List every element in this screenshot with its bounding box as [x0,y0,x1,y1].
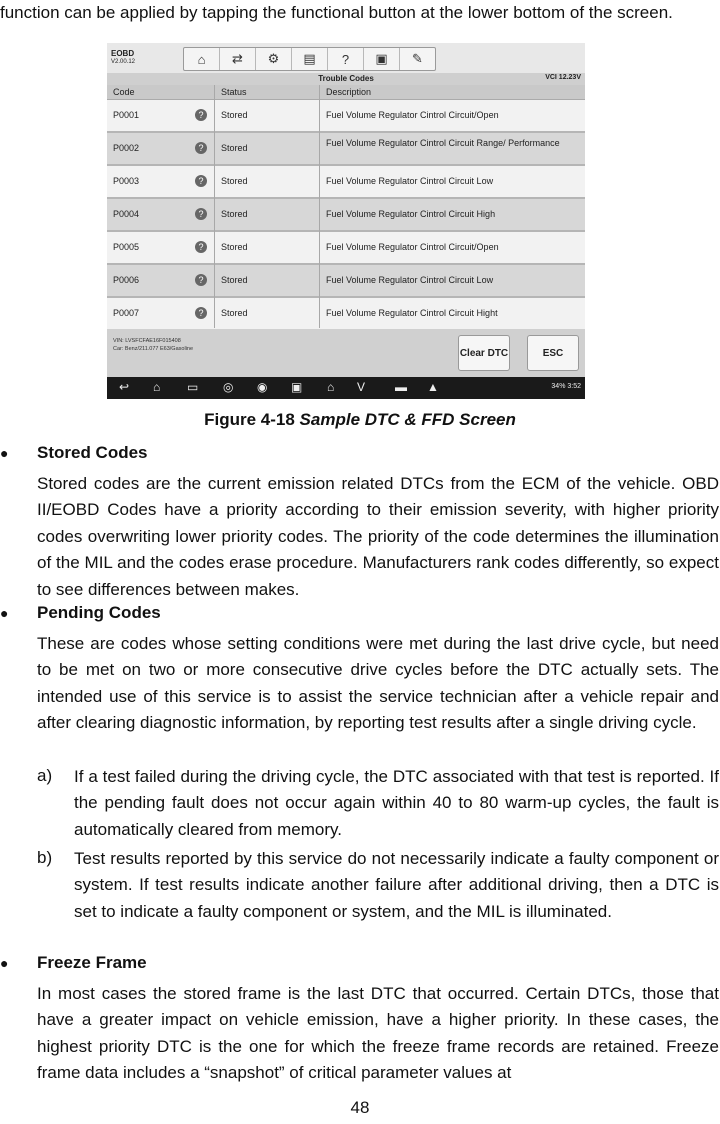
page-number: 48 [350,1098,370,1117]
table-row[interactable]: P0004 ? Stored Fuel Volume Regulator Cintrol Circuit High [107,199,585,232]
help-icon[interactable]: ? [195,307,207,319]
help-icon[interactable]: ? [195,241,207,253]
help-icon[interactable]: ? [195,208,207,220]
table-header [107,85,585,100]
heading-freeze-frame: Freeze Frame [37,953,147,972]
camera-icon[interactable]: ◉ [257,380,268,394]
column-code: Code [113,87,135,97]
android-nav-bar [107,377,585,399]
shop-icon[interactable]: ▲ [427,380,439,394]
settings-icon[interactable]: ⚙ [256,48,292,70]
column-status: Status [221,87,247,97]
heading-stored-codes: Stored Codes [37,443,148,462]
help-icon[interactable]: ? [328,48,364,70]
table-row[interactable]: P0001 ? Stored Fuel Volume Regulator Cintrol Circuit/Open [107,100,585,133]
vehicle-swap-icon[interactable]: ⇄ [220,48,256,70]
item-b-text: Test results reported by this service do not necessarily indicate a faulty component or system. If test results indicate another failure after additional driving, then a DTC is set to indicate a faulty component or system, and the MIL is illuminated. [74,849,719,921]
screen-title: Trouble Codes [318,74,374,83]
toolbar-buttons [183,47,436,71]
column-description: Description [326,87,372,97]
back-icon[interactable]: ↩ [119,380,130,394]
table-row[interactable]: P0003 ? Stored Fuel Volume Regulator Cintrol Circuit Low [107,166,585,199]
heading-pending-codes: Pending Codes [37,603,161,622]
home-icon[interactable]: ⌂ [184,48,220,70]
table-row[interactable]: P0005 ? Stored Fuel Volume Regulator Cintrol Circuit/Open [107,232,585,265]
intro-paragraph: function can be applied by tapping the functional button at the lower bottom of the screen. [0,3,673,22]
esc-button[interactable]: ESC [527,335,579,371]
vci-icon[interactable]: V [357,380,366,394]
dtc-screenshot [107,43,585,399]
vehicle-info: VIN: LVSFCFAE16F015408 Car: Benz/211.077 E63/Gasoline [113,338,194,352]
car-icon[interactable]: ▬ [395,380,407,394]
figure-caption: Figure 4-18 Sample DTC & FFD Screen [204,410,516,429]
save-icon[interactable]: ▣ [364,48,400,70]
help-icon[interactable]: ? [195,175,207,187]
footer-bar [107,329,585,377]
recent-apps-icon[interactable]: ▭ [187,380,199,394]
app-version: V2.00.12 [111,59,136,65]
bullet-icon: ● [0,445,9,461]
pen-icon[interactable]: ✎ [412,51,423,66]
table-row[interactable]: P0007 ? Stored Fuel Volume Regulator Cintrol Circuit Hight [107,298,585,331]
app-toolbar [107,43,585,73]
table-row[interactable]: P0006 ? Stored Fuel Volume Regulator Cintrol Circuit Low [107,265,585,298]
help-icon[interactable]: ? [195,142,207,154]
media-icon[interactable]: ▣ [291,380,303,394]
bullet-icon: ● [0,955,9,971]
browser-icon[interactable]: ◎ [223,380,234,394]
screen-title-bar [107,73,585,85]
status-bar: 34% 3:52 [551,383,581,390]
item-a-text: If a test failed during the driving cycle, the DTC associated with that test is reported. If the pending fault does not occur again within 40 to 80 warm-up cycles, the fault is automatically cleared from memory. [74,767,719,839]
print-icon[interactable]: ▤ [292,48,328,70]
dtc-table [107,100,585,331]
item-a-label: a) [37,766,53,785]
column-divider [214,85,215,328]
table-row[interactable]: P0002 ? Stored Fuel Volume Regulator Cintrol Circuit Range/ Performance [107,133,585,166]
stored-codes-body: Stored codes are the current emission related DTCs from the ECM of the vehicle. OBD II/EOBD Codes have a priority according to their emission severity, with higher priority codes overwriting lower priority codes. The priority of the code determines the illumination of the MIL and the codes erase procedure. Manufacturers rank codes differently, so expect to see differences between makes. [37,474,719,599]
column-divider [319,85,320,328]
clear-dtc-button[interactable]: Clear DTC [458,335,510,371]
freeze-frame-body: In most cases the stored frame is the last DTC that occurred. Certain DTCs, those that have a greater impact on vehicle emission, have a higher priority. In these cases, the highest priority DTC is the one for which the freeze frame records are retained. Freeze frame data includes a “snapshot” of critical parameter values at [37,984,719,1083]
help-icon[interactable]: ? [195,274,207,286]
help-icon[interactable]: ? [195,109,207,121]
item-b-label: b) [37,848,53,867]
bullet-icon: ● [0,605,9,621]
home-icon[interactable]: ⌂ [153,380,161,394]
app-home-icon[interactable]: ⌂ [327,380,335,394]
voltage-indicator: VCI 12.23V [545,74,581,81]
pending-codes-body: These are codes whose setting conditions were met during the last drive cycle, but need to be met on two or more consecutive drive cycles before the DTC actually sets. The intended use of this service is to assist the service technician after a vehicle repair and after clearing diagnostic information, by reporting test results after a single driving cycle. [37,634,719,733]
app-title: EOBD V2.00.12 [111,49,136,65]
